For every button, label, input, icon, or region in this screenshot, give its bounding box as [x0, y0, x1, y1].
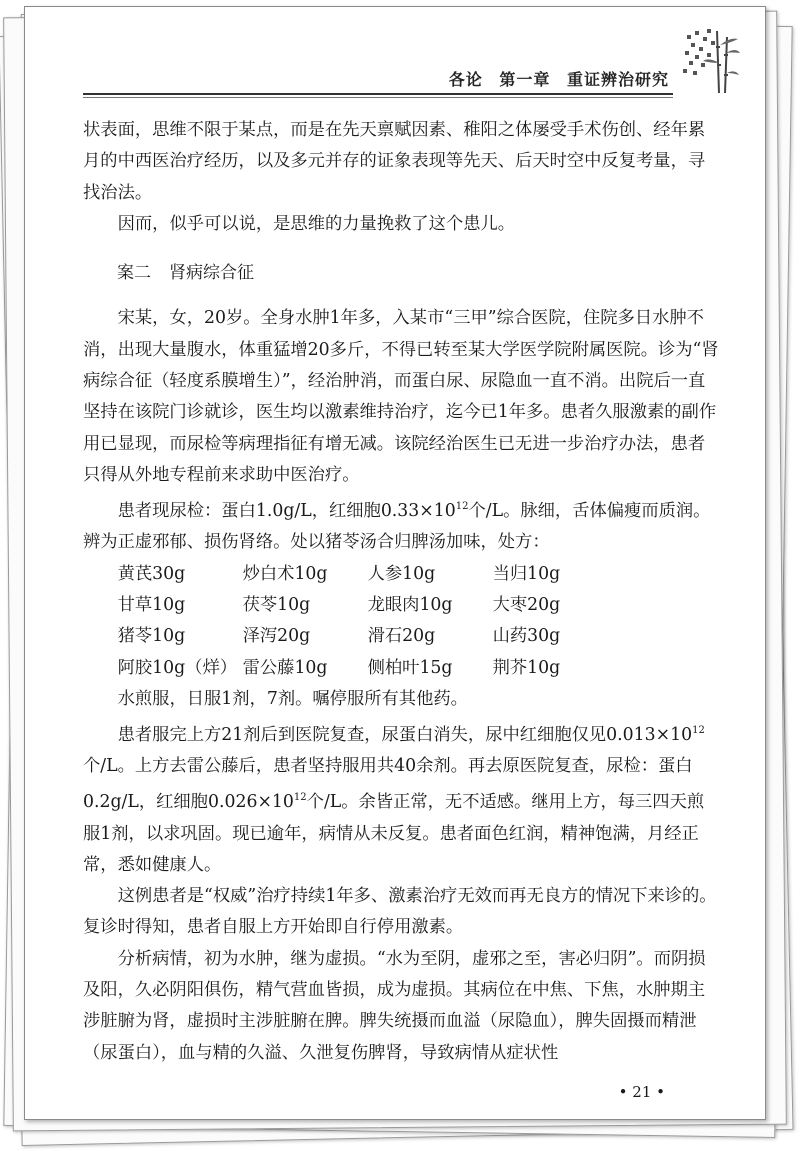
herb-item: 茯苓10g [242, 594, 311, 615]
herb-item: 山药30g [492, 626, 561, 647]
prescription-table [83, 559, 719, 684]
herb-item: 黄芪30g [117, 563, 186, 584]
herb-item: 雷公藤10g [242, 657, 328, 678]
text-run: 个/L。余皆正常，无不适感。继用上方，每三四天煎服1剂，以求巩固。现已逾年，病情从未反复。患者面色红润，精神饱满，月经正常，悉如健康人。 [83, 792, 705, 875]
paragraph [83, 715, 719, 881]
running-header [439, 67, 669, 90]
header-chapter: 第一章 [499, 70, 551, 89]
paragraph: 宋某，女，20岁。全身水肿1年多，入某市“三甲”综合医院，住院多日水肿不消，出现大量腹水，体重猛增20多斤，不得已转至某大学医学院附属医院。诊为“肾病综合征（轻度系膜增生）”，经治肿消，而蛋白尿、尿隐血一直不消。出院后一直坚持在该院门诊就诊，医生均以激素维持治疗，迄今已1年多。患者久服激素的副作用已显现，而尿检等病理指征有增无减。该院经治医生已无进一步治疗办法，患者只得从外地专程前来求助中医治疗。 [83, 308, 719, 485]
text-run: 患者现尿检：蛋白1.0g/L，红细胞0.33×10 [117, 501, 456, 522]
herb-item: 泽泻20g [242, 626, 311, 647]
paragraph: 分析病情，初为水肿，继为虚损。“水为至阴，虚邪之至，害必归阴”。而阴损及阳，久必阴阳俱伤，精气营血皆损，成为虚损。其病位在中焦、下焦，水肿期主涉脏腑为肾，虚损时主涉脏腑在脾。脾失统摄而血溢（尿隐血），脾失固摄而精泄（尿蛋白），血与精的久溢、久泄复伤脾肾，导致病情从症状性 [83, 948, 706, 1063]
herb-item: 侧柏叶15g [367, 657, 453, 678]
herb-item: 炒白术10g [242, 563, 328, 584]
book-page [24, 6, 766, 1120]
herb-item: 猪苓10g [117, 626, 186, 647]
text-run: 患者服完上方21剂后到医院复查，尿蛋白消失，尿中红细胞仅见0.013×10 [117, 724, 693, 745]
page-number: • 21 • [618, 1083, 665, 1101]
superscript: 12 [293, 792, 307, 804]
text-run: 个/L。脉细，舌体偏瘦而质润。辨为正虚邪郁、损伤肾络。处以猪苓汤合归脾汤加味，处方： [83, 501, 711, 553]
paragraph [83, 491, 719, 558]
herb-item: 当归10g [492, 563, 561, 584]
case-title: 肾病综合征 [169, 263, 254, 284]
prescription-row [118, 621, 719, 652]
paragraph: 这例患者是“权威”治疗持续1年多、激素治疗无效而再无良方的情况下来诊的。复诊时得知，患者自服上方开始即自行停用激素。 [83, 886, 717, 938]
header-rule-thin [83, 97, 673, 98]
case-heading [83, 258, 719, 289]
header-title: 重证辨治研究 [566, 70, 669, 89]
superscript: 12 [455, 501, 469, 513]
bamboo-ornament-icon [681, 27, 743, 97]
herb-item: 大枣20g [492, 594, 561, 615]
header-rule [83, 93, 673, 95]
case-number: 案二 [117, 263, 151, 284]
herb-item: 龙眼肉10g [367, 594, 453, 615]
superscript: 12 [692, 725, 705, 737]
prescription-row [118, 559, 719, 590]
paragraph: 状表面，思维不限于某点，而是在先天禀赋因素、稚阳之体屡受手术伤创、经年累月的中西医治疗经历，以及多元并存的证象表现等先天、后天时空中反复考量，寻找治法。 [83, 120, 706, 203]
prescription-row [118, 590, 719, 621]
herb-item: 荆芥10g [492, 657, 561, 678]
paragraph: 因而，似乎可以说，是思维的力量挽救了这个患儿。 [117, 213, 516, 234]
body-text [83, 115, 719, 1069]
text-run: 个/L。上方去雷公藤后，患者坚持服用共40余剂。再去原医院复查，尿检：蛋白0.2g/L，红细胞0.026×10 [83, 756, 693, 813]
header-part: 各论 [448, 70, 483, 89]
herb-item: 甘草10g [117, 594, 186, 615]
herb-item: 滑石20g [367, 626, 436, 647]
herb-item: 人参10g [367, 563, 436, 584]
prescription-row [118, 653, 719, 684]
paragraph: 水煎服，日服1剂，7剂。嘱停服所有其他药。 [117, 688, 468, 709]
herb-item: 阿胶10g（烊） [117, 657, 238, 678]
